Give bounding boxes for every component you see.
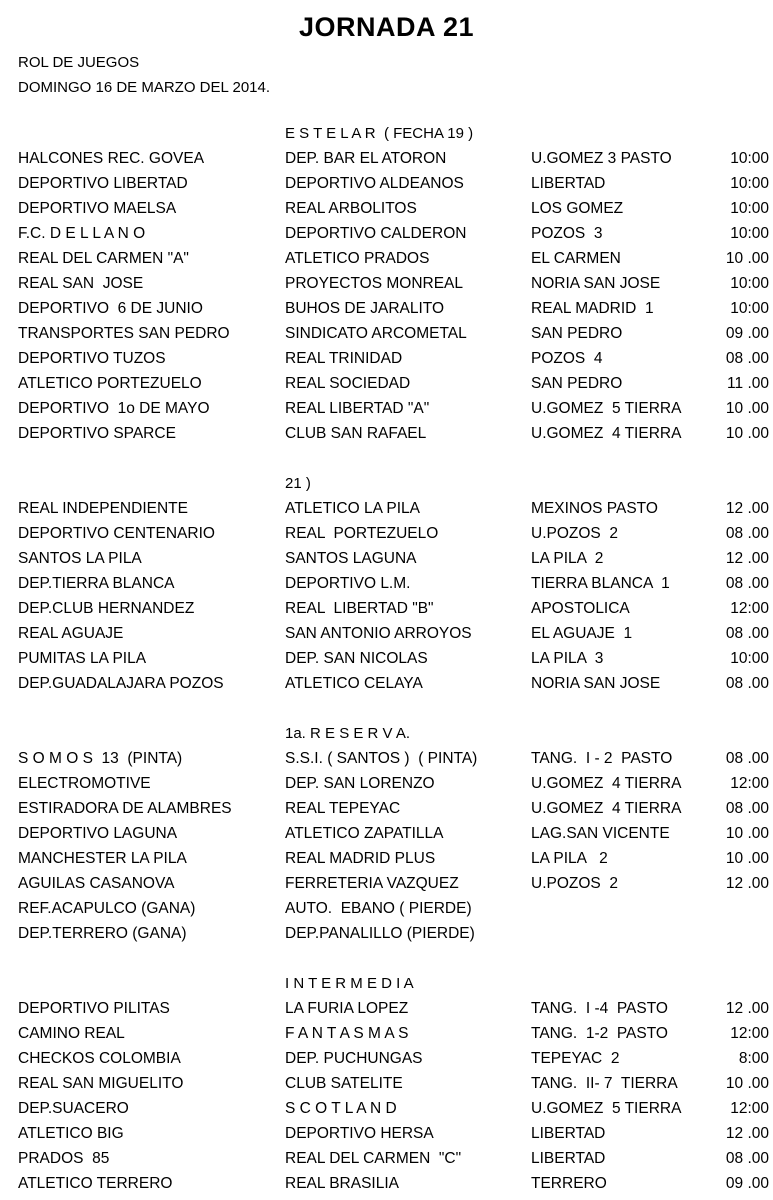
away-team: DEP.PANALILLO (PIERDE) [285, 925, 475, 942]
match-row [0, 175, 773, 200]
match-time: 10:00 [730, 200, 769, 217]
venue: LOS GOMEZ [531, 200, 624, 217]
home-team: DEPORTIVO CENTENARIO [18, 525, 215, 542]
match-time: 10:00 [730, 225, 769, 242]
home-team: CHECKOS COLOMBIA [18, 1050, 181, 1067]
away-team: SINDICATO ARCOMETAL [285, 325, 467, 342]
match-time: 12 .00 [725, 1000, 769, 1017]
match-row [0, 1050, 773, 1075]
match-time: 12:00 [730, 1025, 769, 1042]
match-row [0, 500, 773, 525]
match-row [0, 350, 773, 375]
match-row [0, 1000, 773, 1025]
home-team: HALCONES REC. GOVEA [18, 150, 205, 167]
away-team: REAL DEL CARMEN "C" [285, 1150, 462, 1167]
match-time: 08 .00 [725, 800, 769, 817]
match-row [0, 325, 773, 350]
venue: U.POZOS 2 [531, 525, 618, 542]
venue: TANG. 1-2 PASTO [531, 1025, 668, 1042]
venue: SAN PEDRO [531, 325, 623, 342]
match-row [0, 625, 773, 650]
venue: LA PILA 2 [531, 550, 604, 567]
home-team: REAL SAN MIGUELITO [18, 1075, 184, 1092]
away-team: REAL TRINIDAD [285, 350, 403, 367]
venue: LIBERTAD [531, 175, 606, 192]
home-team: DEP.GUADALAJARA POZOS [18, 675, 224, 692]
home-team: DEP.TIERRA BLANCA [18, 575, 175, 592]
venue: NORIA SAN JOSE [531, 275, 661, 292]
venue: U.GOMEZ 5 TIERRA [531, 400, 682, 417]
away-team: S.S.I. ( SANTOS ) ( PINTA) [285, 750, 478, 767]
home-team: SANTOS LA PILA [18, 550, 142, 567]
match-time: 10:00 [730, 175, 769, 192]
match-row [0, 200, 773, 225]
venue: APOSTOLICA [531, 600, 630, 617]
match-time: 08 .00 [725, 675, 769, 692]
venue: MEXINOS PASTO [531, 500, 658, 517]
home-team: ATLETICO TERRERO [18, 1175, 173, 1192]
away-team: FERRETERIA VAZQUEZ [285, 875, 459, 892]
match-row [0, 600, 773, 625]
away-team: PROYECTOS MONREAL [285, 275, 464, 292]
home-team: MANCHESTER LA PILA [18, 850, 187, 867]
away-team: DEPORTIVO ALDEANOS [285, 175, 464, 192]
venue: POZOS 4 [531, 350, 603, 367]
home-team: DEP.SUACERO [18, 1100, 129, 1117]
page-title: JORNADA 21 [298, 12, 475, 42]
section-title: 21 ) [285, 475, 311, 492]
away-team: ATLETICO PRADOS [285, 250, 430, 267]
match-time: 8:00 [738, 1050, 769, 1067]
match-time: 09 .00 [725, 325, 769, 342]
match-time: 10 .00 [725, 825, 769, 842]
schedule-date: DOMINGO 16 DE MARZO DEL 2014. [18, 79, 271, 96]
venue: EL CARMEN [531, 250, 621, 267]
match-time: 10:00 [730, 650, 769, 667]
away-team: CLUB SATELITE [285, 1075, 403, 1092]
section-title: I N T E R M E D I A [285, 975, 414, 992]
match-row [0, 375, 773, 400]
match-time: 12 .00 [725, 1125, 769, 1142]
home-team: DEPORTIVO TUZOS [18, 350, 166, 367]
venue: TEPEYAC 2 [531, 1050, 620, 1067]
away-team: REAL SOCIEDAD [285, 375, 411, 392]
home-team: DEPORTIVO MAELSA [18, 200, 177, 217]
away-team: REAL MADRID PLUS [285, 850, 436, 867]
match-time: 12:00 [730, 600, 769, 617]
venue: NORIA SAN JOSE [531, 675, 661, 692]
venue: TANG. II- 7 TIERRA [531, 1075, 678, 1092]
away-team: REAL LIBERTAD "A" [285, 400, 430, 417]
match-row [0, 1175, 773, 1200]
match-row [0, 150, 773, 175]
home-team: DEPORTIVO PILITAS [18, 1000, 170, 1017]
home-team: ATLETICO PORTEZUELO [18, 375, 202, 392]
home-team: REAL SAN JOSE [18, 275, 144, 292]
venue: LA PILA 2 [531, 850, 608, 867]
home-team: DEPORTIVO SPARCE [18, 425, 176, 442]
match-row [0, 825, 773, 850]
away-team: ATLETICO LA PILA [285, 500, 420, 517]
venue: U.GOMEZ 4 TIERRA [531, 425, 682, 442]
home-team: ESTIRADORA DE ALAMBRES [18, 800, 232, 817]
match-time: 10:00 [730, 150, 769, 167]
match-time: 08 .00 [725, 750, 769, 767]
home-team: PRADOS 85 [18, 1150, 110, 1167]
venue: TANG. I -4 PASTO [531, 1000, 668, 1017]
venue: U.GOMEZ 4 TIERRA [531, 800, 682, 817]
away-team: ATLETICO ZAPATILLA [285, 825, 444, 842]
venue: U.POZOS 2 [531, 875, 618, 892]
venue: TERRERO [531, 1175, 607, 1192]
match-time: 10 .00 [725, 850, 769, 867]
match-row [0, 575, 773, 600]
home-team: DEPORTIVO LAGUNA [18, 825, 178, 842]
match-time: 12 .00 [725, 875, 769, 892]
match-time: 12 .00 [725, 500, 769, 517]
away-team: DEPORTIVO CALDERON [285, 225, 467, 242]
home-team: REAL INDEPENDIENTE [18, 500, 188, 517]
home-team: CAMINO REAL [18, 1025, 125, 1042]
away-team: CLUB SAN RAFAEL [285, 425, 427, 442]
match-row [0, 1150, 773, 1175]
home-team: REAL AGUAJE [18, 625, 124, 642]
match-row [0, 1075, 773, 1100]
match-row [0, 775, 773, 800]
match-time: 08 .00 [725, 525, 769, 542]
away-team: DEPORTIVO HERSA [285, 1125, 434, 1142]
away-team: BUHOS DE JARALITO [285, 300, 445, 317]
match-row [0, 650, 773, 675]
match-time: 12:00 [730, 775, 769, 792]
away-team: LA FURIA LOPEZ [285, 1000, 409, 1017]
match-row [0, 250, 773, 275]
home-team: ATLETICO BIG [18, 1125, 124, 1142]
away-team: REAL PORTEZUELO [285, 525, 439, 542]
home-team: DEPORTIVO 6 DE JUNIO [18, 300, 203, 317]
away-team: SAN ANTONIO ARROYOS [285, 625, 472, 642]
away-team: DEP. SAN NICOLAS [285, 650, 428, 667]
home-team: ELECTROMOTIVE [18, 775, 151, 792]
home-team: AGUILAS CASANOVA [18, 875, 175, 892]
venue: EL AGUAJE 1 [531, 625, 633, 642]
match-time: 10 .00 [725, 425, 769, 442]
away-team: DEP. BAR EL ATORON [285, 150, 447, 167]
match-time: 08 .00 [725, 625, 769, 642]
away-team: ATLETICO CELAYA [285, 675, 423, 692]
match-row [0, 400, 773, 425]
away-team: DEP. SAN LORENZO [285, 775, 435, 792]
match-row [0, 1100, 773, 1125]
match-row [0, 1125, 773, 1150]
match-row [0, 850, 773, 875]
away-team: REAL LIBERTAD "B" [285, 600, 434, 617]
away-team: AUTO. EBANO ( PIERDE) [285, 900, 472, 917]
home-team: DEPORTIVO LIBERTAD [18, 175, 188, 192]
venue: TIERRA BLANCA 1 [531, 575, 670, 592]
home-team: TRANSPORTES SAN PEDRO [18, 325, 230, 342]
home-team: F.C. D E L L A N O [18, 225, 146, 242]
home-team: DEPORTIVO 1o DE MAYO [18, 400, 210, 417]
match-time: 10 .00 [725, 1075, 769, 1092]
match-row [0, 550, 773, 575]
away-team: REAL ARBOLITOS [285, 200, 417, 217]
home-team: REF.ACAPULCO (GANA) [18, 900, 196, 917]
away-team: REAL TEPEYAC [285, 800, 401, 817]
home-team: PUMITAS LA PILA [18, 650, 147, 667]
match-time: 08 .00 [725, 575, 769, 592]
venue: REAL MADRID 1 [531, 300, 654, 317]
away-team: REAL BRASILIA [285, 1175, 400, 1192]
home-team: S O M O S 13 (PINTA) [18, 750, 183, 767]
match-time: 10 .00 [725, 400, 769, 417]
match-row [0, 300, 773, 325]
match-row [0, 925, 773, 950]
match-time: 09 .00 [725, 1175, 769, 1192]
match-time: 08 .00 [725, 350, 769, 367]
match-row [0, 275, 773, 300]
match-row [0, 1025, 773, 1050]
venue: TANG. I - 2 PASTO [531, 750, 673, 767]
away-team: SANTOS LAGUNA [285, 550, 417, 567]
venue: LIBERTAD [531, 1150, 606, 1167]
match-row [0, 225, 773, 250]
home-team: DEP.TERRERO (GANA) [18, 925, 187, 942]
match-time: 12:00 [730, 1100, 769, 1117]
match-time: 12 .00 [725, 550, 769, 567]
venue: U.GOMEZ 3 PASTO [531, 150, 672, 167]
venue: LAG.SAN VICENTE [531, 825, 670, 842]
venue: U.GOMEZ 4 TIERRA [531, 775, 682, 792]
away-team: DEPORTIVO L.M. [285, 575, 411, 592]
match-row [0, 750, 773, 775]
away-team: DEP. PUCHUNGAS [285, 1050, 423, 1067]
venue: POZOS 3 [531, 225, 603, 242]
section-title: 1a. R E S E R V A. [285, 725, 411, 742]
venue: SAN PEDRO [531, 375, 623, 392]
match-row [0, 525, 773, 550]
away-team: S C O T L A N D [285, 1100, 397, 1117]
match-time: 10:00 [730, 300, 769, 317]
home-team: DEP.CLUB HERNANDEZ [18, 600, 195, 617]
match-row [0, 875, 773, 900]
venue: LA PILA 3 [531, 650, 604, 667]
match-time: 11 .00 [727, 375, 769, 392]
home-team: REAL DEL CARMEN "A" [18, 250, 189, 267]
match-time: 08 .00 [725, 1150, 769, 1167]
section-title: E S T E L A R ( FECHA 19 ) [285, 125, 474, 142]
match-time: 10 .00 [725, 250, 769, 267]
venue: U.GOMEZ 5 TIERRA [531, 1100, 682, 1117]
match-row [0, 800, 773, 825]
match-row [0, 425, 773, 450]
away-team: F A N T A S M A S [285, 1025, 409, 1042]
match-time: 10:00 [730, 275, 769, 292]
schedule-heading: ROL DE JUEGOS [18, 54, 140, 71]
match-row [0, 675, 773, 700]
venue: LIBERTAD [531, 1125, 606, 1142]
match-row [0, 900, 773, 925]
